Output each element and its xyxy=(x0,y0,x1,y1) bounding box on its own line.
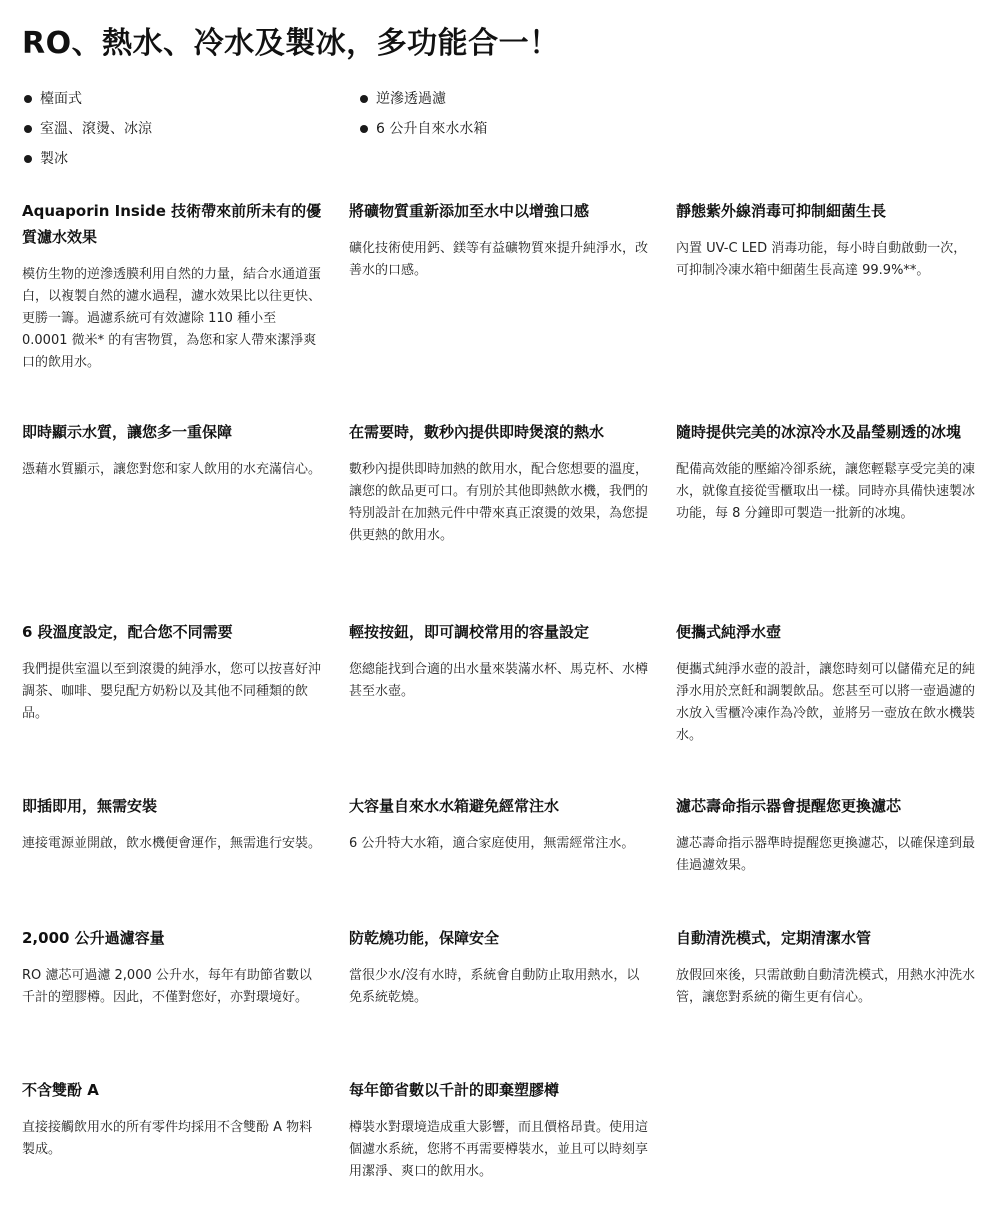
feature-portable-jug xyxy=(676,619,978,747)
feature-uv-sterilization xyxy=(676,198,978,282)
feature-title: 即插即用，無需安裝 xyxy=(22,797,158,815)
feature-large-water-tank xyxy=(349,793,651,855)
feature-description: 放假回來後，只需啟動自動清洗模式，用熱水沖洗水管，讓您對系統的衛生更有信心。 xyxy=(676,968,976,1005)
feature-dry-burn-protection xyxy=(349,925,651,1009)
feature-temperature-settings xyxy=(22,619,324,725)
page-title: RO、熱水、冷水及製冰，多功能合一！ xyxy=(22,26,560,61)
bullet-dot-icon xyxy=(360,95,368,103)
feature-description: 您總能找到合適的出水量來裝滿水杯、馬克杯、水樽甚至水壺。 xyxy=(349,662,649,699)
feature-description: 礦化技術使用鈣、鎂等有益礦物質來提升純淨水，改善水的口感。 xyxy=(349,241,649,278)
bullet-item xyxy=(22,146,152,176)
feature-title: Aquaporin Inside 技術帶來前所未有的優質濾水效果 xyxy=(22,202,322,246)
feature-title: 將礦物質重新添加至水中以增強口感 xyxy=(349,202,590,220)
bullet-column-left xyxy=(22,86,152,176)
bullet-dot-icon xyxy=(24,155,32,163)
feature-title: 即時顯示水質，讓您多一重保障 xyxy=(22,423,233,441)
bullet-text: 6 公升自來水水箱 xyxy=(376,121,488,137)
feature-title: 輕按按鈕，即可調校常用的容量設定 xyxy=(349,623,590,641)
bullet-item xyxy=(358,86,487,116)
bullet-item xyxy=(358,116,487,146)
feature-title: 大容量自來水水箱避免經常注水 xyxy=(349,797,560,815)
feature-description: 便攜式純淨水壺的設計，讓您時刻可以儲備充足的純淨水用於烹飪和調製飲品。您甚至可以將一壺過濾的水放入雪櫃冷凍作為冷飲，並將另一壺放在飲水機裝水。 xyxy=(676,662,976,743)
feature-title: 隨時提供完美的冰涼冷水及晶瑩剔透的冰塊 xyxy=(676,423,962,441)
feature-title: 防乾燒功能，保障安全 xyxy=(349,929,500,947)
feature-plug-and-play xyxy=(22,793,324,855)
feature-aquaporin xyxy=(22,198,324,374)
feature-description: 我們提供室溫以至到滾燙的純淨水，您可以按喜好沖調茶、咖啡、嬰兒配方奶粉以及其他不同種類的飲品。 xyxy=(22,662,322,721)
bullet-text: 製冰 xyxy=(40,151,68,167)
feature-description: 數秒內提供即時加熱的飲用水，配合您想要的溫度，讓您的飲品更可口。有別於其他即熱飲水機，我們的特別設計在加熱元件中帶來真正滾燙的效果，為您提供更熱的飲用水。 xyxy=(349,462,649,543)
feature-description: 模仿生物的逆滲透膜利用自然的力量，結合水通道蛋白，以複製自然的濾水過程，濾水效果比以往更快、更勝一籌。過濾系統可有效濾除 110 種小至 0.0001 微米* 的有害物質，為您和家人帶來潔淨爽口的飲用水。 xyxy=(22,267,322,370)
feature-volume-settings xyxy=(349,619,651,703)
feature-description: 當很少水/沒有水時，系統會自動防止取用熱水，以免系統乾燒。 xyxy=(349,968,640,1005)
feature-water-quality-display xyxy=(22,419,324,481)
feature-title: 不含雙酚 A xyxy=(22,1081,99,1099)
feature-filter-life-indicator xyxy=(676,793,978,877)
bullet-item xyxy=(22,86,152,116)
feature-title: 靜態紫外線消毒可抑制細菌生長 xyxy=(676,202,887,220)
feature-mineralization xyxy=(349,198,651,282)
bullet-text: 室溫、滾燙、冰涼 xyxy=(40,121,152,137)
feature-title: 自動清洗模式，定期清潔水管 xyxy=(676,929,872,947)
bullet-dot-icon xyxy=(360,125,368,133)
feature-bpa-free xyxy=(22,1077,324,1161)
feature-save-plastic-bottles xyxy=(349,1077,651,1183)
feature-description: 憑藉水質顯示，讓您對您和家人飲用的水充滿信心。 xyxy=(22,462,322,477)
feature-auto-flush xyxy=(676,925,978,1009)
feature-title: 濾芯壽命指示器會提醒您更換濾芯 xyxy=(676,797,902,815)
feature-title: 便攜式純淨水壺 xyxy=(676,623,782,641)
feature-title: 2,000 公升過濾容量 xyxy=(22,929,165,947)
bullet-dot-icon xyxy=(24,125,32,133)
bullet-text: 逆滲透過濾 xyxy=(376,91,446,107)
feature-title: 在需要時，數秒內提供即時煲滾的熱水 xyxy=(349,423,605,441)
bullet-item xyxy=(22,116,152,146)
feature-instant-hot-water xyxy=(349,419,651,547)
feature-description: 樽裝水對環境造成重大影響，而且價格昂貴。使用這個濾水系統，您將不再需要樽裝水，並且可以時刻享用潔淨、爽口的飲用水。 xyxy=(349,1120,649,1179)
bullet-text: 檯面式 xyxy=(40,91,82,107)
feature-description: 配備高效能的壓縮冷卻系統，讓您輕鬆享受完美的凍水，就像直接從雪櫃取出一樣。同時亦具備快速製冰功能，每 8 分鐘即可製造一批新的冰塊。 xyxy=(676,462,976,521)
feature-description: 內置 UV-C LED 消毒功能，每小時自動啟動一次，可抑制冷凍水箱中細菌生長高達 99.9%**。 xyxy=(676,241,967,278)
feature-title: 每年節省數以千計的即棄塑膠樽 xyxy=(349,1081,560,1099)
feature-title: 6 段溫度設定，配合您不同需要 xyxy=(22,623,233,641)
bullet-column-right xyxy=(358,86,487,146)
feature-filter-capacity xyxy=(22,925,324,1009)
feature-description: 直接接觸飲用水的所有零件均採用不含雙酚 A 物料製成。 xyxy=(22,1120,313,1157)
feature-cold-water-ice xyxy=(676,419,978,525)
bullet-dot-icon xyxy=(24,95,32,103)
feature-description: 6 公升特大水箱，適合家庭使用，無需經常注水。 xyxy=(349,836,635,851)
feature-description: RO 濾芯可過濾 2,000 公升水，每年有助節省數以千計的塑膠樽。因此，不僅對您好，亦對環境好。 xyxy=(22,968,312,1005)
feature-description: 濾芯壽命指示器準時提醒您更換濾芯，以確保達到最佳過濾效果。 xyxy=(676,836,976,873)
feature-description: 連接電源並開啟，飲水機便會運作，無需進行安裝。 xyxy=(22,836,322,851)
